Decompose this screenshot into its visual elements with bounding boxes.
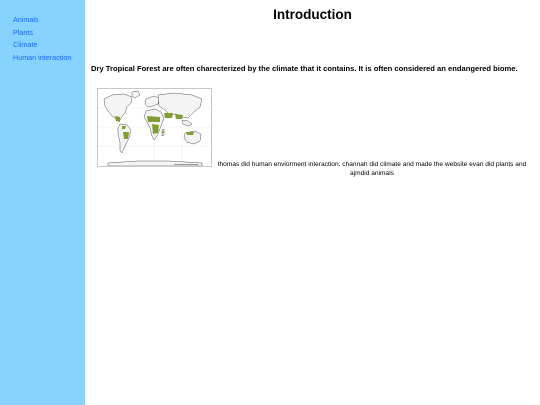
sidebar-nav: [13, 9, 72, 62]
nav-item-plants: [13, 22, 71, 35]
main-content: [85, 0, 540, 405]
nav-item-human-interaction: [13, 47, 71, 60]
nav-link-climate[interactable]: Climate: [13, 40, 38, 49]
intro-paragraph: Dry Tropical Forest are often charecterized by the climate that it contains. It is often considered an endangered biome.: [91, 64, 518, 73]
nav-item-animals: [13, 9, 71, 22]
nav-link-animals[interactable]: Animals: [13, 15, 39, 24]
world-map-image: [97, 88, 212, 167]
nav-link-plants[interactable]: Plants: [13, 27, 33, 37]
credits-text: thomas did human enviorment interaction. channah did climate and made the website evan did plants and ajmdid animals: [217, 161, 527, 177]
world-map-graphic: [98, 89, 211, 166]
nav-item-climate: [13, 34, 71, 47]
page-title: Introduction: [273, 7, 352, 22]
sidebar: [0, 0, 85, 405]
map-scale-bar: [174, 164, 198, 165]
nav-link-human-interaction[interactable]: Human interaction: [13, 52, 72, 62]
